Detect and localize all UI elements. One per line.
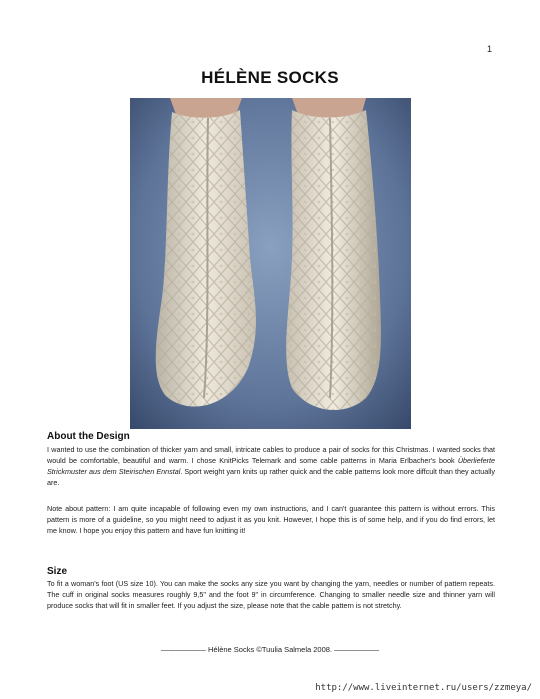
size-paragraph: To fit a woman's foot (US size 10). You can make the socks any size you want by changing the yarn, needles or number of pattern repeats. The cuff in original socks measures roughly 9,5" and the foot 9" in circumference. Changing to smaller needle size and thinner yarn will produce socks that will fit in smaller feet. If you adjust the size, please note that the cable pattern is not stretchy. bbox=[47, 579, 495, 610]
size-heading: Size bbox=[47, 566, 68, 577]
about-heading: About the Design bbox=[47, 431, 130, 442]
about-paragraph-2: Note about pattern: I am quite incapable of following even my own instructions, and I can't guarantee this pattern is without errors. This pattern is more of a guideline, so you might need to adjust it as you knit. However, I hope this is of some help, and if you do find errors, let me know. I hope you enjoy this pattern and have fun knitting it! bbox=[47, 504, 495, 535]
about-paragraph-1: I wanted to use the combination of thicker yarn and small, intricate cables to produce a pair of socks for this Christmas. I wanted socks that would be comfortable, beautiful and warm. I chose KnitPicks Telemark and some cable patterns in Maria Erlbacher's book Überlieferte Strickmuster aus dem Steirischen Ennstal. Sport weight yarn knits up rather quick and the cable patterns look more diffcult than they actually are. bbox=[47, 445, 495, 487]
knitted-socks-photo bbox=[130, 98, 411, 429]
page-number: 1 bbox=[487, 44, 493, 54]
page-title: HÉLÈNE SOCKS bbox=[201, 68, 339, 87]
source-watermark: http://www.liveinternet.ru/users/zzmeya/ bbox=[315, 683, 532, 693]
page-footer: —————— Hélène Socks ©Tuulia Salmela 2008. —————— bbox=[160, 645, 380, 654]
